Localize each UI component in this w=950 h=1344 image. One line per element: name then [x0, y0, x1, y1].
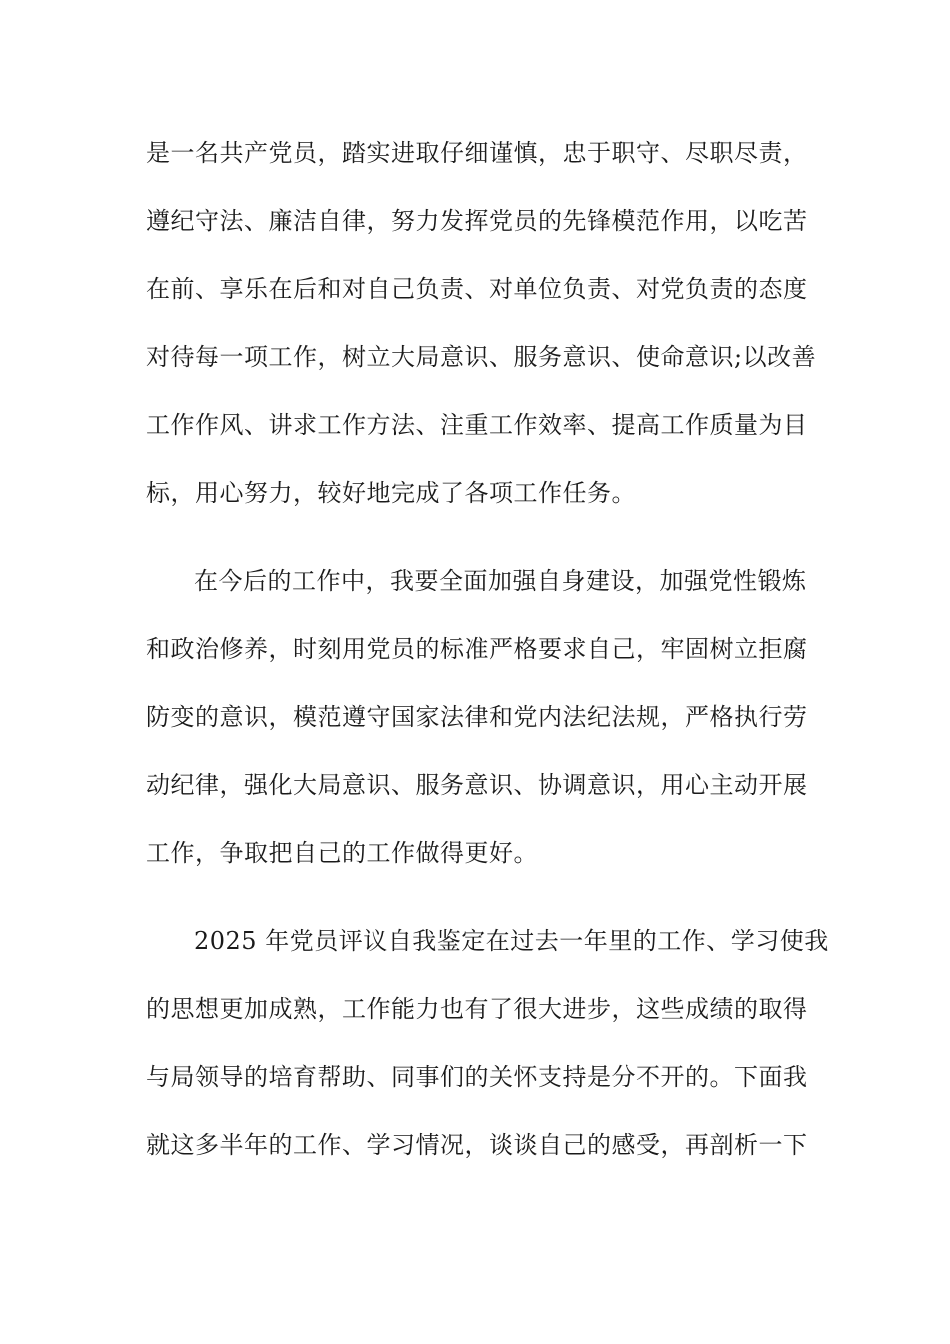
text-line: 就这多半年的工作、学习情况，谈谈自己的感受，再剖析一下 [146, 1131, 808, 1159]
text-line: 遵纪守法、廉洁自律，努力发挥党员的先锋模范作用，以吃苦 [146, 207, 808, 235]
text-line: 工作，争取把自己的工作做得更好。 [146, 839, 538, 867]
text-line: 对待每一项工作，树立大局意识、服务意识、使命意识;以改善 [146, 343, 817, 371]
text-line: 在前、享乐在后和对自己负责、对单位负责、对党负责的态度 [146, 275, 808, 303]
paragraph-first-line: 在今后的工作中，我要全面加强自身建设，加强党性锻炼 [194, 567, 807, 595]
text-line: 是一名共产党员，踏实进取仔细谨慎，忠于职守、尽职尽责， [146, 139, 808, 167]
text-line: 标，用心努力，较好地完成了各项工作任务。 [146, 479, 636, 507]
text-line: 防变的意识，模范遵守国家法律和党内法纪法规，严格执行劳 [146, 703, 808, 731]
text-line: 和政治修养，时刻用党员的标准严格要求自己，牢固树立拒腐 [146, 635, 808, 663]
text-line: 与局领导的培育帮助、同事们的关怀支持是分不开的。下面我 [146, 1063, 808, 1091]
text-line: 工作作风、讲求工作方法、注重工作效率、提高工作质量为目 [146, 411, 808, 439]
text-line: 的思想更加成熟，工作能力也有了很大进步，这些成绩的取得 [146, 995, 808, 1023]
text-line: 动纪律，强化大局意识、服务意识、协调意识，用心主动开展 [146, 771, 808, 799]
paragraph-first-line: 2025 年党员评议自我鉴定在过去一年里的工作、学习使我 [194, 927, 829, 955]
